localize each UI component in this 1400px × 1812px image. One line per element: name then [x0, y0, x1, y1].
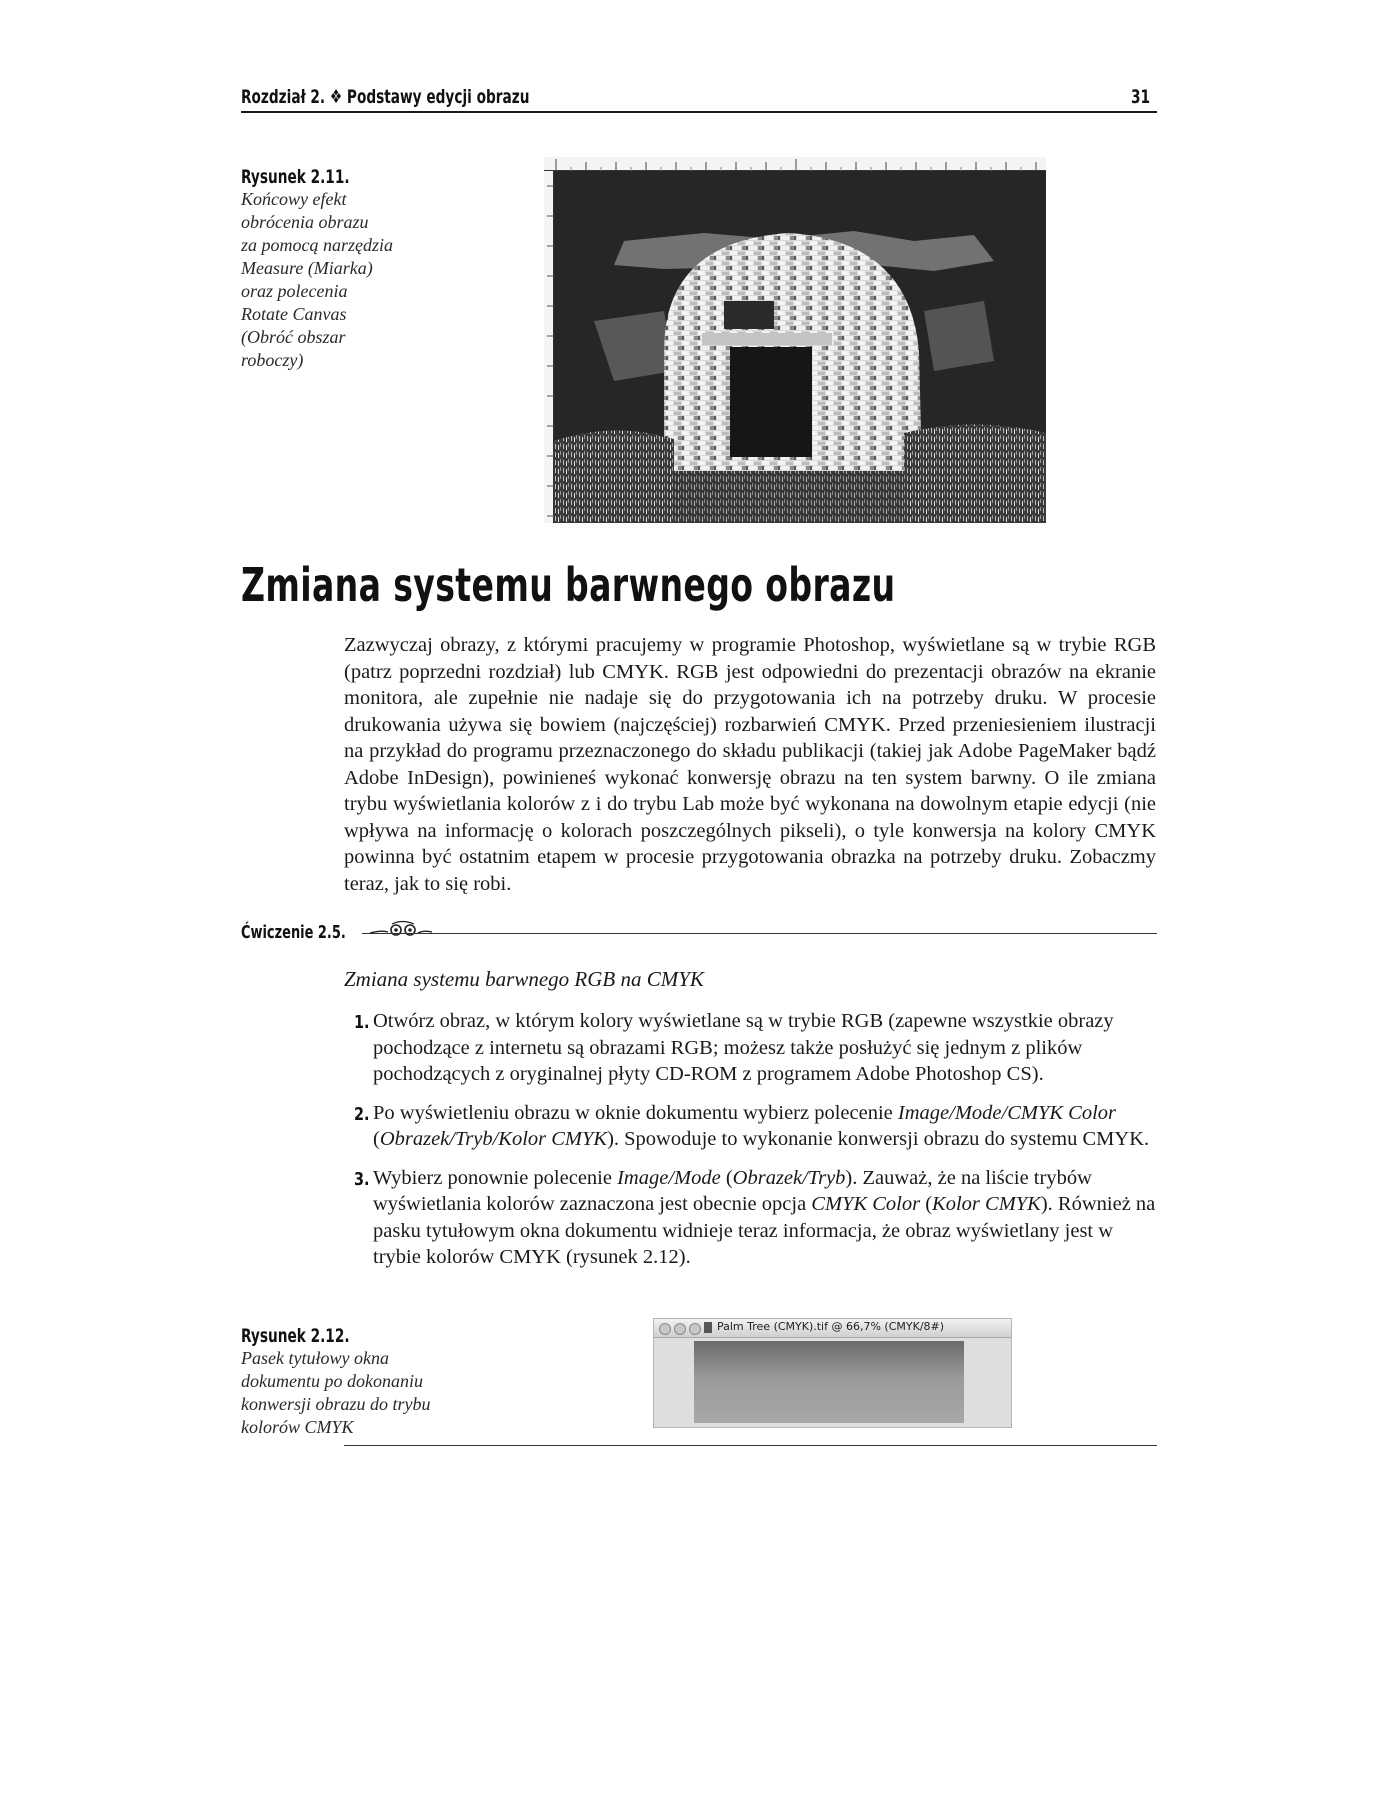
window-title: Palm Tree (CMYK).tif @ 66,7% (CMYK/8#) [717, 1320, 945, 1333]
ornament-icon [362, 918, 482, 938]
ruler-horizontal [544, 157, 1046, 171]
header-rule [241, 111, 1157, 113]
figure-label: Rysunek 2.11. [241, 166, 350, 188]
ruler-vertical [544, 171, 554, 523]
step-number: 3. [354, 1168, 370, 1190]
figure-label: Rysunek 2.12. [241, 1325, 350, 1347]
minimize-button-icon [674, 1323, 686, 1335]
exercise-title: Zmiana systemu barwnego RGB na CMYK [344, 967, 704, 991]
step-item: 3. Wybierz ponownie polecenie Image/Mode (Obrazek/Tryb). Zauważ, że na liście trybów wyświetlania kolorów zaznaczona jest obecnie opcja CMYK Color (Kolor CMYK). Również na pasku tytułowym okna dokumentu widnieje teraz informacja, że obraz wyświetlany jest w trybie kolorów CMYK (rysunek 2.12). [354, 1166, 1156, 1268]
window-image-preview [694, 1341, 964, 1423]
window-title-bar [654, 1319, 1011, 1338]
section-heading: Zmiana systemu barwnego obrazu [241, 558, 896, 612]
zoom-button-icon [689, 1323, 701, 1335]
step-number: 1. [354, 1012, 370, 1033]
section-paragraph: Zazwyczaj obrazy, z którymi pracujemy w programie Photoshop, wyświetlane są w trybie RGB (patrz poprzedni rozdział) lub CMYK. RGB jest odpowiedni do prezentacji obrazów na ekranie monitora, ale zupełnie nie nadaje się do przygotowania ich na potrzeby druku. W procesie drukowania używa się bowiem (najczęściej) rozbarwień CMYK. Przed przeniesieniem ilustracji na przykład do programu przeznaczonego do składu publikacji (takiej jak Adobe PageMaker bądź Adobe InDesign), powinieneś wykonać konwersję obrazu na ten system barwny. O ile zmiana trybu wyświetlania kolorów z i do trybu Lab może być wykonana na dowolnym etapie edycji (nie wpływa na informację o kolorach poszczególnych pikseli), o tyle konwersja na kolory CMYK powinna być ostatnim etapem w procesie przygotowania obrazka na potrzeby druku. Zobaczmy teraz, jak to się robi. [344, 634, 1156, 895]
figure-photo-stone-hut [554, 171, 1046, 523]
exercise-rule [362, 933, 1157, 934]
page-number: 31 [1131, 86, 1151, 108]
step-number: 2. [354, 1103, 370, 1125]
figure-caption: Pasek tytułowy okna dokumentu po dokonaniu konwersji obrazu do trybu kolorów CMYK [241, 1348, 431, 1437]
running-header: Rozdział 2. ❖ Podstawy edycji obrazu [241, 86, 530, 108]
exercise-steps [344, 1008, 1156, 1283]
figure-bottom-rule [344, 1445, 1157, 1446]
step-item: 2. Po wyświetleniu obrazu w oknie dokumentu wybierz polecenie Image/Mode/CMYK Color (Obrazek/Tryb/Kolor CMYK). Spowoduje to wykonanie konwersji obrazu do systemu CMYK. [354, 1101, 1150, 1150]
step-text: Otwórz obraz, w którym kolory wyświetlane są w trybie RGB (zapewne wszystkie obrazy pochodzące z internetu są obrazami RGB; możesz także posłużyć się jednym z plików pochodzących z oryginalnej płyty CD-ROM z programem Adobe Photoshop CS). [373, 1010, 1114, 1085]
close-button-icon [659, 1323, 671, 1335]
document-icon [704, 1322, 712, 1333]
document-window-screenshot [653, 1318, 1012, 1428]
exercise-label: Ćwiczenie 2.5. [241, 922, 346, 943]
figure-caption: Końcowy efekt obrócenia obrazu za pomocą narzędzia Measure (Miarka) oraz polecenia Rotate Canvas (Obróć obszar roboczy) [241, 189, 393, 370]
step-item [344, 1008, 1156, 1088]
